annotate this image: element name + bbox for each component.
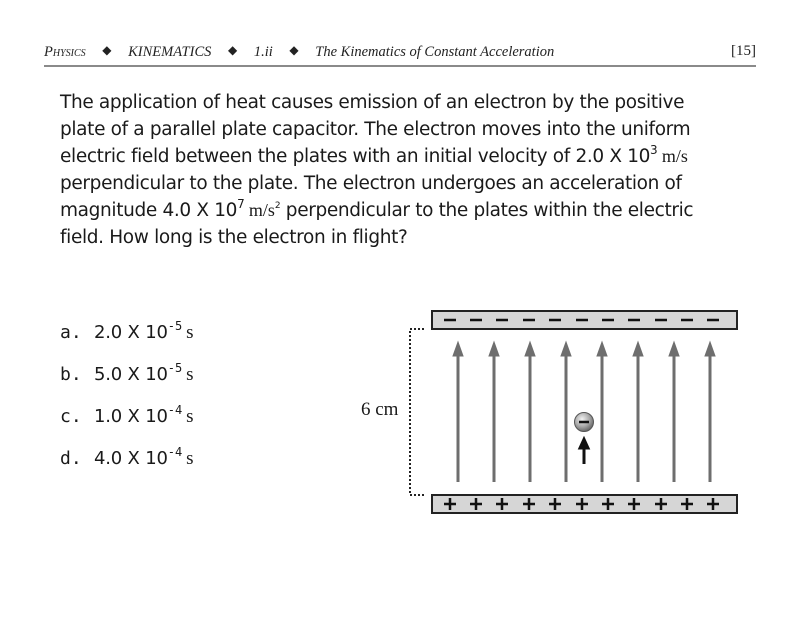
field-line-arrow-icon bbox=[597, 342, 607, 482]
field-line-arrow-icon bbox=[525, 342, 535, 482]
choice-letter: d. bbox=[60, 448, 82, 469]
field-line-arrow-icon bbox=[633, 342, 643, 482]
velocity-arrow-icon bbox=[579, 437, 590, 464]
field-line-arrow-icon bbox=[453, 342, 463, 482]
dimension-bracket bbox=[410, 329, 424, 495]
choice-value: 1.0 X 10 bbox=[94, 406, 168, 427]
question-text bbox=[60, 90, 760, 252]
exponent: -5 bbox=[167, 361, 183, 375]
field-line-arrow-icon bbox=[561, 342, 571, 482]
breadcrumb-topic: KINEMATICS bbox=[128, 44, 212, 60]
electron-icon bbox=[575, 413, 594, 432]
choice-letter: b. bbox=[60, 364, 82, 385]
choice-value: 5.0 X 10 bbox=[94, 364, 168, 385]
breadcrumb bbox=[44, 44, 554, 61]
bullet-separator: ◆ bbox=[102, 43, 112, 57]
unit: m/s bbox=[657, 146, 688, 167]
question-text-segment: electric field between the plates with an initial velocity of 2.0 X 10 bbox=[60, 146, 651, 168]
breadcrumb-section-title: The Kinematics of Constant Acceleration bbox=[315, 44, 555, 60]
unit: m/s bbox=[244, 200, 275, 221]
unit: s bbox=[186, 364, 194, 385]
question-line: plate of a parallel plate capacitor. The electron moves into the uniform bbox=[60, 118, 691, 140]
answer-choice-b[interactable] bbox=[60, 361, 194, 406]
page-header bbox=[44, 40, 756, 64]
unit: s bbox=[186, 322, 194, 343]
positive-plate bbox=[432, 495, 737, 513]
exponent: 3 bbox=[650, 143, 658, 158]
choice-value: 4.0 X 10 bbox=[94, 448, 168, 469]
exponent: -5 bbox=[167, 319, 183, 333]
choice-letter: a. bbox=[60, 322, 82, 343]
question-text-segment: magnitude 4.0 X 10 bbox=[60, 200, 238, 222]
answer-choices bbox=[60, 319, 194, 490]
question-line: field. How long is the electron in flight? bbox=[60, 226, 408, 248]
exponent: -4 bbox=[167, 445, 183, 459]
question-line: perpendicular to the plate. The electron undergoes an acceleration of bbox=[60, 172, 682, 194]
breadcrumb-section: 1.ii bbox=[253, 44, 273, 60]
answer-choice-a[interactable] bbox=[60, 319, 194, 364]
field-line-arrow-icon bbox=[705, 342, 715, 482]
question-line bbox=[60, 197, 760, 225]
choice-letter: c. bbox=[60, 406, 82, 427]
question-text-segment: perpendicular to the plates within the electric bbox=[280, 200, 694, 222]
answer-choice-c[interactable] bbox=[60, 403, 194, 448]
field-line-arrow-icon bbox=[489, 342, 499, 482]
page-number: [15] bbox=[731, 43, 756, 59]
question-line: The application of heat causes emission of an electron by the positive bbox=[60, 92, 685, 113]
exponent: 7 bbox=[237, 197, 245, 212]
answer-choice-d[interactable] bbox=[60, 445, 194, 490]
bullet-separator: ◆ bbox=[289, 43, 299, 57]
bullet-separator: ◆ bbox=[228, 43, 238, 57]
unit: s bbox=[186, 448, 194, 469]
question-line bbox=[60, 143, 760, 171]
choice-value: 2.0 X 10 bbox=[94, 322, 168, 343]
header-divider bbox=[44, 65, 756, 67]
breadcrumb-subject: Physics bbox=[44, 44, 86, 60]
separation-label: 6 cm bbox=[361, 399, 399, 420]
exponent: -4 bbox=[167, 403, 183, 417]
negative-plate bbox=[432, 311, 737, 329]
unit: s bbox=[186, 406, 194, 427]
field-line-arrow-icon bbox=[669, 342, 679, 482]
unit-exponent: 2 bbox=[274, 201, 281, 212]
